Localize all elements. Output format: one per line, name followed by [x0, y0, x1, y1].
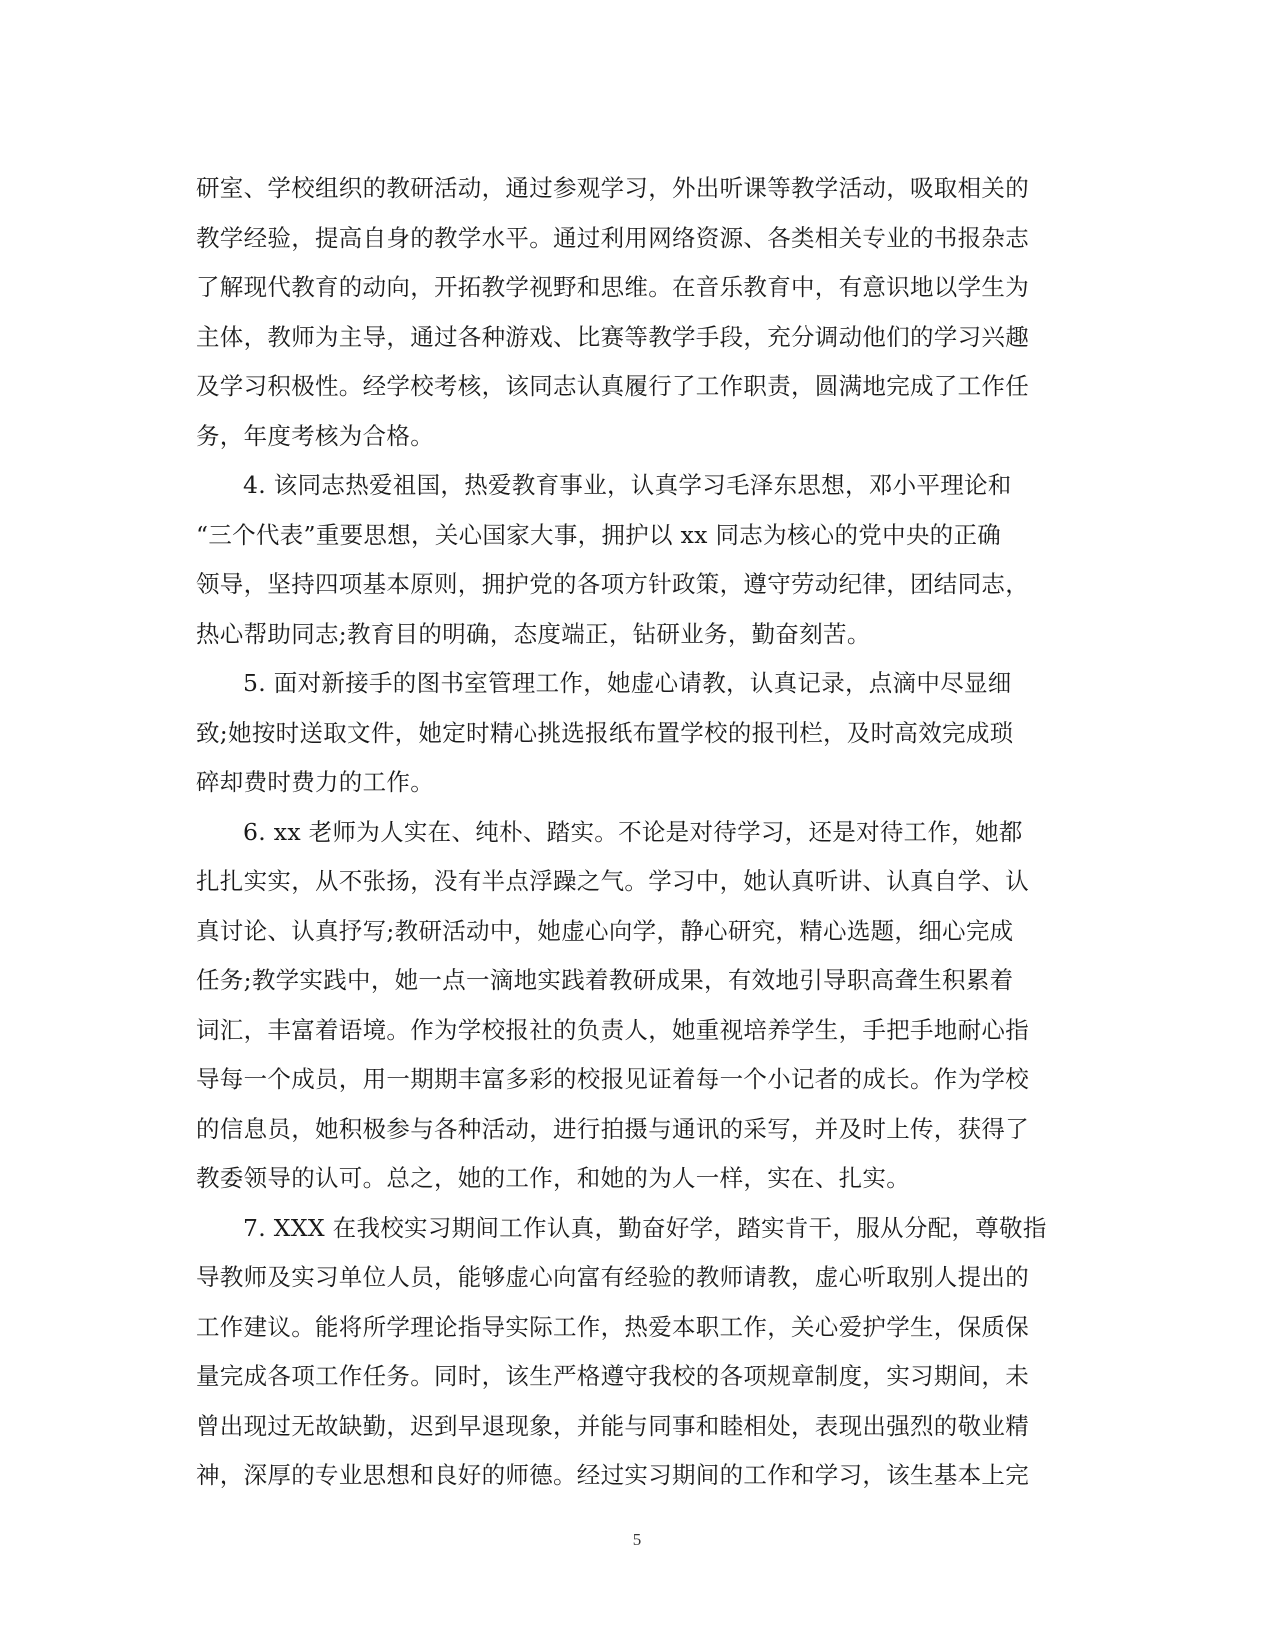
document-body — [196, 164, 1078, 1501]
text-line: 主体，教师为主导，通过各种游戏、比赛等教学手段，充分调动他们的学习兴趣 — [196, 322, 1029, 351]
paragraph-start-line: 7. XXX 在我校实习期间工作认真，勤奋好学，踏实肯干，服从分配，尊敬指 — [243, 1213, 1047, 1242]
text-line: 研室、学校组织的教研活动，通过参观学习，外出听课等教学活动，吸取相关的 — [196, 174, 1029, 202]
text-line: 导每一个成员，用一期期丰富多彩的校报见证着每一个小记者的成长。作为学校 — [196, 1065, 1029, 1093]
text-line: 真讨论、认真抒写;教研活动中，她虚心向学，静心研究，精心选题，细心完成 — [196, 916, 1014, 945]
text-line: 致;她按时送取文件，她定时精心挑选报纸布置学校的报刊栏，及时高效完成琐 — [196, 718, 1014, 747]
text-line: 神，深厚的专业思想和良好的师德。经过实习期间的工作和学习，该生基本上完 — [196, 1461, 1029, 1489]
text-line: 及学习积极性。经学校考核，该同志认真履行了工作职责，圆满地完成了工作任 — [196, 372, 1029, 400]
text-line: 了解现代教育的动向，开拓教学视野和思维。在音乐教育中，有意识地以学生为 — [196, 273, 1029, 301]
text-line: 工作建议。能将所学理论指导实际工作，热爱本职工作，关心爱护学生，保质保 — [196, 1312, 1029, 1341]
text-line: “三个代表”重要思想，关心国家大事，拥护以 xx 同志为核心的党中央的正确 — [196, 520, 1002, 549]
text-line: 量完成各项工作任务。同时，该生严格遵守我校的各项规章制度，实习期间，未 — [196, 1362, 1029, 1390]
text-line: 教委领导的认可。总之，她的工作，和她的为人一样，实在、扎实。 — [196, 1164, 910, 1192]
paragraph-start-line: 4. 该同志热爱祖国，热爱教育事业，认真学习毛泽东思想，邓小平理论和 — [243, 471, 1012, 499]
text-line: 教学经验，提高自身的教学水平。通过利用网络资源、各类相关专业的书报杂志 — [196, 223, 1029, 252]
paragraph-start-line: 6. xx 老师为人实在、纯朴、踏实。不论是对待学习，还是对待工作，她都 — [243, 817, 1023, 846]
text-line: 务，年度考核为合格。 — [196, 421, 434, 450]
text-line: 扎扎实实，从不张扬，没有半点浮躁之气。学习中，她认真听讲、认真自学、认 — [196, 867, 1029, 895]
text-line: 碎却费时费力的工作。 — [196, 768, 434, 796]
text-line: 任务;教学实践中，她一点一滴地实践着教研成果，有效地引导职高聋生积累着 — [196, 966, 1014, 994]
text-line: 热心帮助同志;教育目的明确，态度端正，钻研业务，勤奋刻苦。 — [196, 619, 871, 648]
text-line: 的信息员，她积极参与各种活动，进行拍摄与通讯的采写，并及时上传，获得了 — [196, 1114, 1029, 1143]
text-line: 导教师及实习单位人员，能够虚心向富有经验的教师请教，虚心听取别人提出的 — [196, 1263, 1029, 1291]
paragraph-start-line: 5. 面对新接手的图书室管理工作，她虚心请教，认真记录，点滴中尽显细 — [243, 669, 1012, 697]
page-number: 5 — [632, 1530, 642, 1549]
text-line: 词汇，丰富着语境。作为学校报社的负责人，她重视培养学生，手把手地耐心指 — [196, 1015, 1029, 1044]
text-line: 领导，坚持四项基本原则，拥护党的各项方针政策，遵守劳动纪律，团结同志， — [196, 570, 1029, 598]
text-line: 曾出现过无故缺勤，迟到早退现象，并能与同事和睦相处，表现出强烈的敬业精 — [196, 1411, 1029, 1440]
